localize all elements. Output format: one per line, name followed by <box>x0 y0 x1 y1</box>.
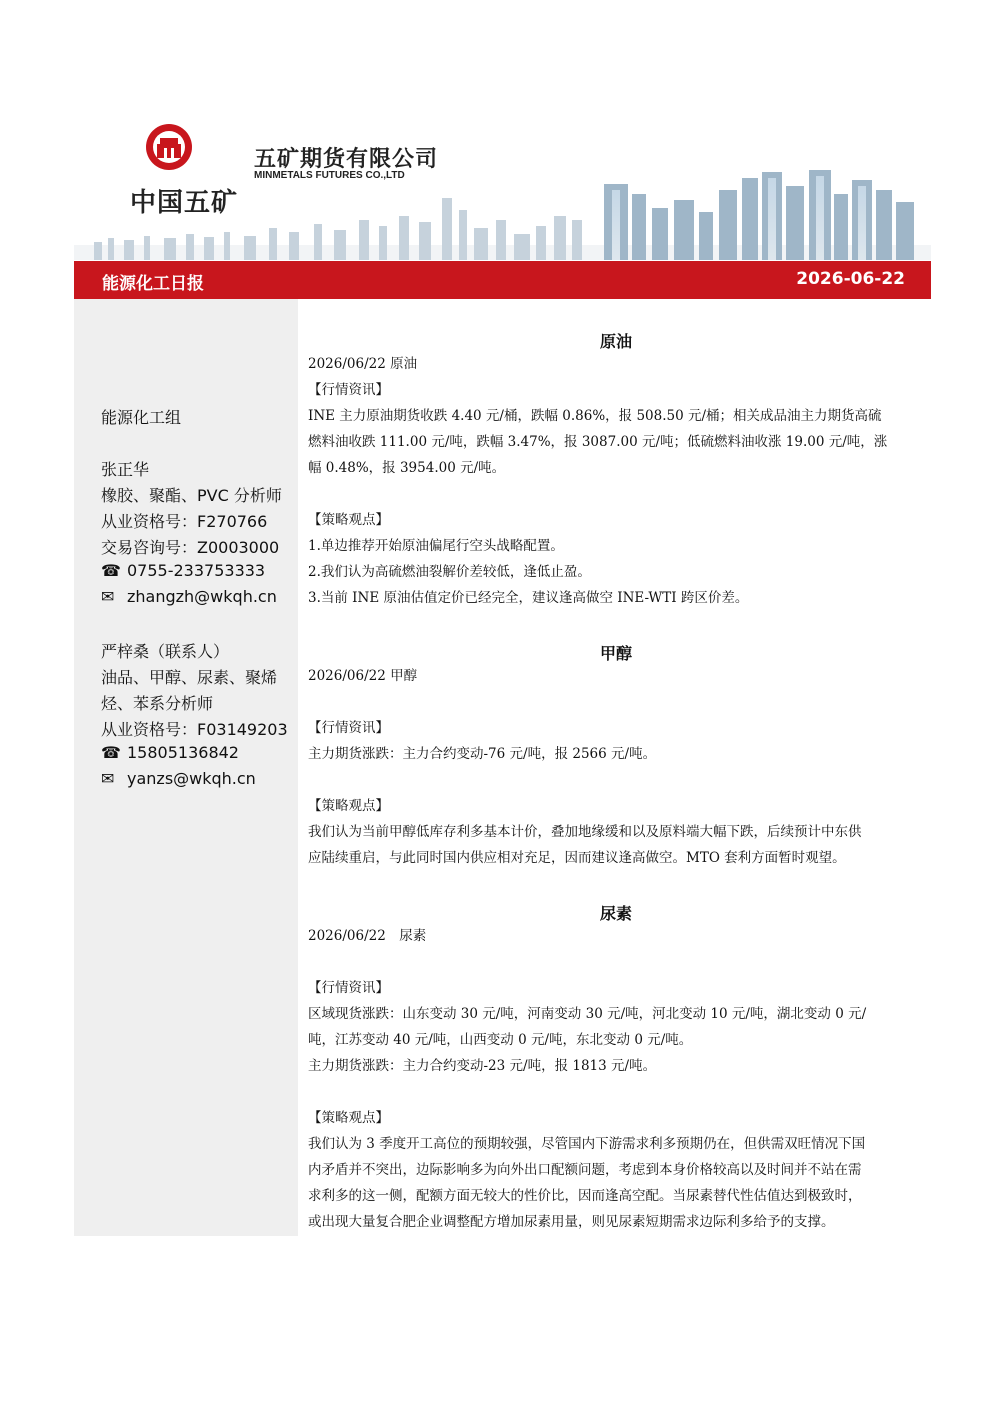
section-title-crude: 原油 <box>599 332 632 351</box>
email-address[interactable]: zhangzh@wkqh.cn <box>127 587 277 606</box>
contact-role-line2: 烃、苯系分析师 <box>101 694 214 713</box>
contact-role-line1: 油品、甲醇、尿素、聚烯 <box>101 668 278 687</box>
urea-news-line: 区域现货涨跌：山东变动 30 元/吨，河南变动 30 元/吨，河北变动 10 元/吨，湖北变动 0 元/ <box>308 1006 867 1022</box>
crude-news-line: 幅 0.48%，报 3954.00 元/吨。 <box>308 460 506 476</box>
urea-view-heading: 【策略观点】 <box>308 1110 389 1126</box>
analyst-role: 橡胶、聚酯、PVC 分析师 <box>101 486 282 505</box>
crude-news-heading: 【行情资讯】 <box>308 382 389 398</box>
contact-email[interactable] <box>101 769 256 788</box>
urea-view-line: 内矛盾并不突出，边际影响多为向外出口配额问题，考虑到本身价格较高以及时间并不站在需 <box>308 1162 862 1178</box>
crude-news-line: INE 主力原油期货收跌 4.40 元/桶，跌幅 0.86%，报 508.50 元/桶；相关成品油主力期货高硫 <box>308 408 882 424</box>
contact-phone <box>101 743 239 762</box>
analyst-consult-number: 交易咨询号：Z0003000 <box>101 538 280 557</box>
methanol-news-heading: 【行情资讯】 <box>308 720 389 736</box>
section-title-urea: 尿素 <box>599 904 632 923</box>
urea-date: 2026/06/22 尿素 <box>308 928 427 944</box>
methanol-date: 2026/06/22 甲醇 <box>308 668 418 684</box>
phone-number: 15805136842 <box>127 743 239 762</box>
phone-number: 0755-233753333 <box>127 561 266 580</box>
methanol-view-line: 应陆续重启，与此同时国内供应相对充足，因而建议逢高做空。MTO 套利方面暂时观望。 <box>308 850 846 866</box>
crude-view-heading: 【策略观点】 <box>308 512 389 528</box>
analyst-phone <box>101 561 265 580</box>
methanol-news-line: 主力期货涨跌：主力合约变动-76 元/吨，报 2566 元/吨。 <box>308 746 657 762</box>
urea-news-line: 吨，江苏变动 40 元/吨，山西变动 0 元/吨，东北变动 0 元/吨。 <box>308 1032 693 1048</box>
contact-qualification: 从业资格号：F03149203 <box>101 720 288 739</box>
company-name-en: MINMETALS FUTURES CO.,LTD <box>254 170 405 181</box>
analyst-name: 张正华 <box>101 460 150 479</box>
logo-text: 中国五矿 <box>130 188 239 218</box>
mail-icon: ✉ <box>101 769 115 788</box>
methanol-view-heading: 【策略观点】 <box>308 798 389 814</box>
crude-view-line: 1.单边推荐开始原油偏尾行空头战略配置。 <box>308 538 564 554</box>
urea-news-line: 主力期货涨跌：主力合约变动-23 元/吨，报 1813 元/吨。 <box>308 1058 657 1074</box>
contact-name: 严梓桑（联系人） <box>101 642 230 661</box>
email-address[interactable]: yanzs@wkqh.cn <box>127 769 256 788</box>
report-header <box>74 110 931 260</box>
crude-news-line: 燃料油收跌 111.00 元/吨，跌幅 3.47%，报 3087.00 元/吨；低硫燃料油收涨 19.00 元/吨，涨 <box>308 434 888 450</box>
crude-view-line: 2.我们认为高硫燃油裂解价差较低，逢低止盈。 <box>308 564 591 580</box>
phone-icon: ☎ <box>101 561 121 580</box>
group-name: 能源化工组 <box>101 408 182 427</box>
section-title-methanol: 甲醇 <box>599 644 632 663</box>
mail-icon: ✉ <box>101 587 115 606</box>
minmetals-logo <box>130 122 240 222</box>
urea-view-line: 求利多的这一侧，配额方面无较大的性价比，因而逢高空配。当尿素替代性估值达到极致时， <box>308 1188 862 1204</box>
crude-view-line: 3.当前 INE 原油估值定价已经完全，建议逢高做空 INE-WTI 跨区价差。 <box>308 590 749 606</box>
report-title: 能源化工日报 <box>102 274 204 294</box>
methanol-view-line: 我们认为当前甲醇低库存利多基本计价，叠加地缘缓和以及原料端大幅下跌，后续预计中东供 <box>308 824 862 840</box>
report-title-bar <box>74 261 931 299</box>
analyst-sidebar <box>74 299 298 1236</box>
report-date: 2026-06-22 <box>796 269 905 289</box>
minmetals-emblem-icon <box>144 122 194 172</box>
analyst-email[interactable] <box>101 587 277 606</box>
analyst-qualification: 从业资格号：F270766 <box>101 512 268 531</box>
company-name-cn: 五矿期货有限公司 <box>254 147 439 172</box>
phone-icon: ☎ <box>101 743 121 762</box>
crude-date: 2026/06/22 原油 <box>308 356 418 372</box>
urea-view-line: 我们认为 3 季度开工高位的预期较强，尽管国内下游需求利多预期仍在，但供需双旺情况下国 <box>308 1136 866 1152</box>
urea-view-line: 或出现大量复合肥企业调整配方增加尿素用量，则见尿素短期需求边际利多给予的支撑。 <box>308 1214 835 1230</box>
urea-news-heading: 【行情资讯】 <box>308 980 389 996</box>
